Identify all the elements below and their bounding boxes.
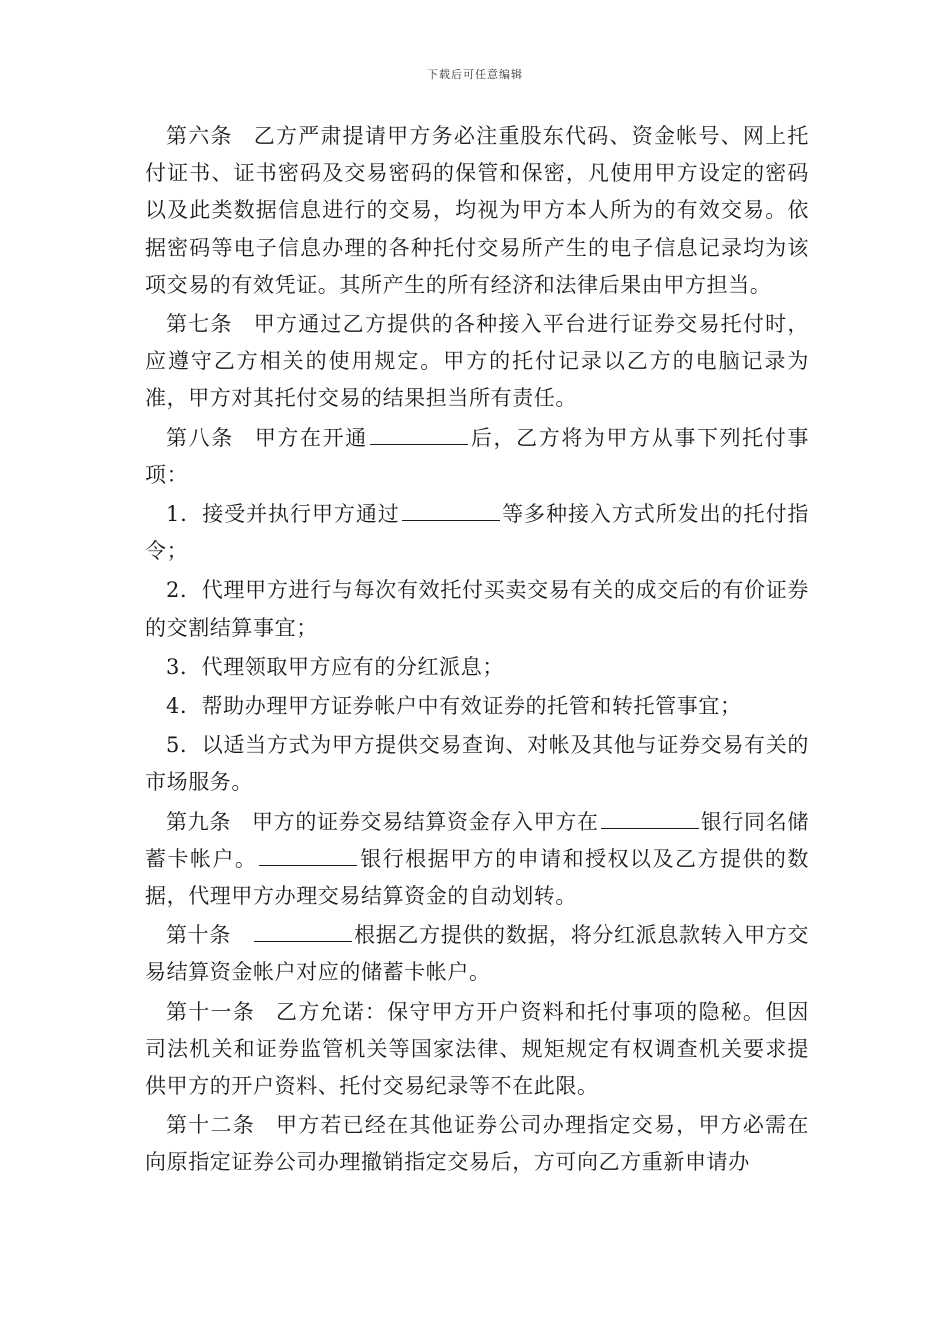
clause-11-number: 第十一条	[166, 999, 255, 1024]
clause-9-text-b: 银行同名储蓄卡帐户。	[145, 809, 809, 871]
clause-7	[145, 306, 809, 418]
clause-6-number: 第六条	[166, 124, 233, 148]
clause-10-number: 第十条	[166, 923, 231, 948]
item-1-text-a: 1．接受并执行甲方通过	[166, 502, 400, 527]
clause-6-text: 乙方严肃提请甲方务必注重股东代码、资金帐号、网上托付证书、证书密码及交易密码的保管和保密，凡使用甲方设定的密码以及此类数据信息进行的交易，均视为甲方本人所为的有效交易。依据密码等电子信息办理的各种托付交易所产生的电子信息记录均为该项交易的有效凭证。其所产生的所有经济和法律后果由甲方担当。	[145, 124, 809, 297]
clause-8-number: 第八条	[166, 425, 234, 450]
document-body	[145, 118, 809, 1184]
clause-8-text-a: 甲方在开通	[254, 425, 368, 450]
clause-10-text: 根据乙方提供的数据，将分红派息款转入甲方交易结算资金帐户对应的储蓄卡帐户。	[145, 923, 809, 985]
clause-6	[145, 118, 809, 304]
clause-8-item-2: 2．代理甲方进行与每次有效托付买卖交易有关的成交后的有价证券的交割结算事宜；	[145, 578, 809, 640]
clause-9-text-a: 甲方的证券交易结算资金存入甲方在	[252, 809, 599, 834]
fill-blank	[601, 806, 699, 829]
clause-8-item-4: 4．帮助办理甲方证券帐户中有效证券的托管和转托管事宜；	[166, 694, 742, 719]
clause-12	[145, 1107, 809, 1181]
clause-11-text: 乙方允诺：保守甲方开户资料和托付事项的隐秘。但因司法机关和证券监管机关等国家法律、规矩规定有权调查机关要求提供甲方的开户资料、托付交易纪录等不在此限。	[145, 999, 809, 1099]
item-1-text-b: 等多种接入方式所发出的托付指令；	[145, 502, 809, 564]
fill-blank	[402, 498, 500, 521]
page-header-note: 下载后可任意编辑	[427, 68, 523, 81]
fill-blank	[370, 422, 468, 445]
clause-9	[145, 804, 809, 916]
fill-blank	[254, 919, 352, 942]
clause-9-number: 第九条	[166, 809, 231, 834]
clause-10	[145, 917, 809, 991]
clause-7-number: 第七条	[166, 312, 233, 337]
clause-12-text: 甲方若已经在其他证券公司办理指定交易，甲方必需在向原指定证券公司办理撤销指定交易后，方可向乙方重新申请办	[145, 1113, 809, 1175]
clause-11	[145, 994, 809, 1106]
clause-8-item-5: 5．以适当方式为甲方提供交易查询、对帐及其他与证券交易有关的市场服务。	[145, 733, 809, 795]
clause-8-text-b: 后，乙方将为甲方从事下列托付事项：	[145, 425, 809, 487]
clause-8-item-1	[145, 496, 809, 570]
clause-12-number: 第十二条	[166, 1113, 255, 1138]
clause-8	[145, 420, 809, 494]
fill-blank	[259, 843, 357, 866]
clause-7-text: 甲方通过乙方提供的各种接入平台进行证券交易托付时，应遵守乙方相关的使用规定。甲方的托付记录以乙方的电脑记录为准，甲方对其托付交易的结果担当所有责任。	[145, 312, 809, 411]
clause-9-text-c: 银行根据甲方的申请和授权以及乙方提供的数据，代理甲方办理交易结算资金的自动划转。	[145, 846, 810, 909]
clause-8-item-3: 3．代理领取甲方应有的分红派息；	[166, 654, 504, 679]
